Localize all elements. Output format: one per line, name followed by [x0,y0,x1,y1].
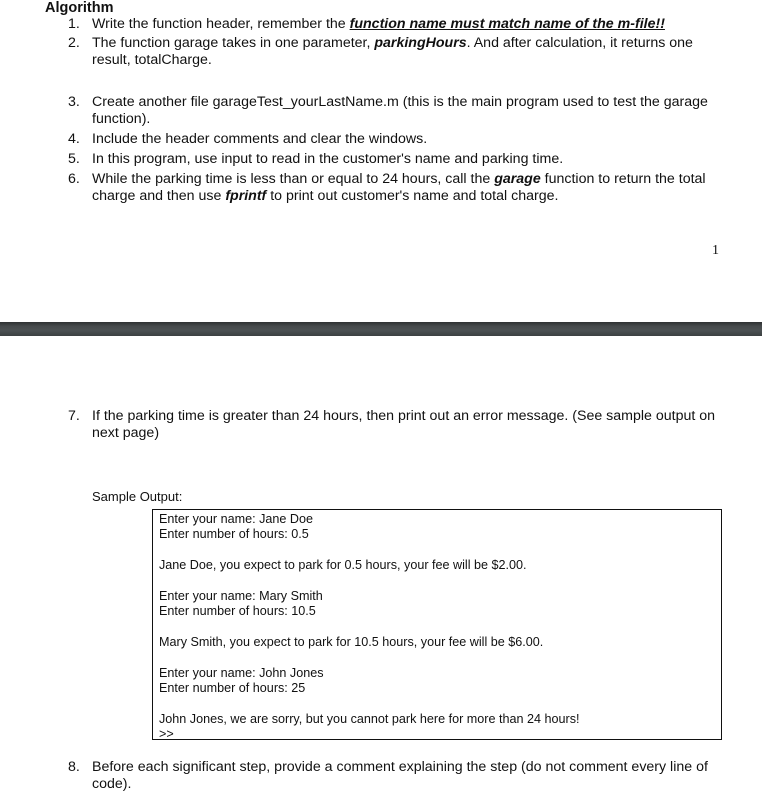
item-text [92,131,728,148]
sample-output-box [152,509,722,740]
text-run: garage [494,171,541,187]
blank-line [159,651,715,666]
text-run: Before each significant step, provide a comment explaining the step (do not comment every line of code). [92,759,708,792]
text-run: function to return the total charge and then use [92,171,706,204]
list-item-1 [68,16,728,33]
text-run: The function [92,35,175,51]
list-item-3 [68,94,728,128]
list-item-5 [68,151,728,168]
blank-line [159,697,715,712]
item-text [92,151,728,168]
console-line: Enter your name: John Jones [159,665,324,680]
text-run: Include the header comments and clear the windows. [92,131,428,147]
text-run: Write the function header, remember the [92,16,350,32]
item-text [92,16,728,33]
item-number: 1. [68,16,80,32]
text-run: function name must match name of the m-file!! [349,16,665,32]
console-line: Enter number of hours: 10.5 [159,604,316,619]
item-number: 4. [68,131,80,147]
text-run: to print out customer's name and total charge. [266,188,559,204]
text-run: (this is the main program used to test the garage function). [92,94,708,127]
section-heading: Algorithm [45,0,114,16]
console-line: >> [159,727,174,742]
text-run: totalCharge. [134,52,212,68]
text-run: to read in the customer's name and parking time. [252,151,564,167]
item-number: 3. [68,94,80,110]
text-run: . And after calculation, it returns one result, [92,35,693,68]
text-run: parkingHours [374,35,467,51]
text-run: fprintf [225,188,267,204]
console-line: Enter your name: Jane Doe [159,512,314,526]
item-number: 2. [68,35,80,51]
page-number: 1 [712,243,719,258]
text-run: garageTest_yourLastName.m [212,94,399,110]
blank-line [159,620,715,635]
item-number: 7. [68,408,80,424]
text-run: While the parking time is less than or equal to 24 hours, call the [92,171,495,187]
list-item-2 [68,35,728,69]
item-text [92,35,728,69]
page-break-divider [0,322,762,336]
text-run: input [221,151,253,167]
item-number: 5. [68,151,80,167]
blank-line [159,574,715,589]
sample-output-label: Sample Output: [92,489,183,504]
list-item-4 [68,131,728,148]
console-line: Enter number of hours: 0.5 [159,527,309,542]
text-run: garage [174,35,219,51]
item-text [92,171,728,205]
item-number: 8. [68,759,80,775]
item-text [92,408,728,442]
text-run: If the parking time is greater than 24 hours, then print out an error message. (See sample output on next page) [92,408,716,441]
text-run: Create another file [92,94,213,110]
console-line: John Jones, we are sorry, but you cannot park here for more than 24 hours! [159,712,580,727]
text-run: takes in one parameter, [218,35,375,51]
console-line: Jane Doe, you expect to park for 0.5 hours, your fee will be $2.00. [159,558,527,573]
blank-line [159,543,715,558]
text-run: In this program, use [92,151,222,167]
console-line: Mary Smith, you expect to park for 10.5 hours, your fee will be $6.00. [159,635,544,650]
item-text [92,94,728,128]
console-line: Enter your name: Mary Smith [159,588,323,603]
list-item-7 [68,408,728,442]
console-line: Enter number of hours: 25 [159,681,306,696]
list-item-6 [68,171,728,205]
item-number: 6. [68,171,80,187]
